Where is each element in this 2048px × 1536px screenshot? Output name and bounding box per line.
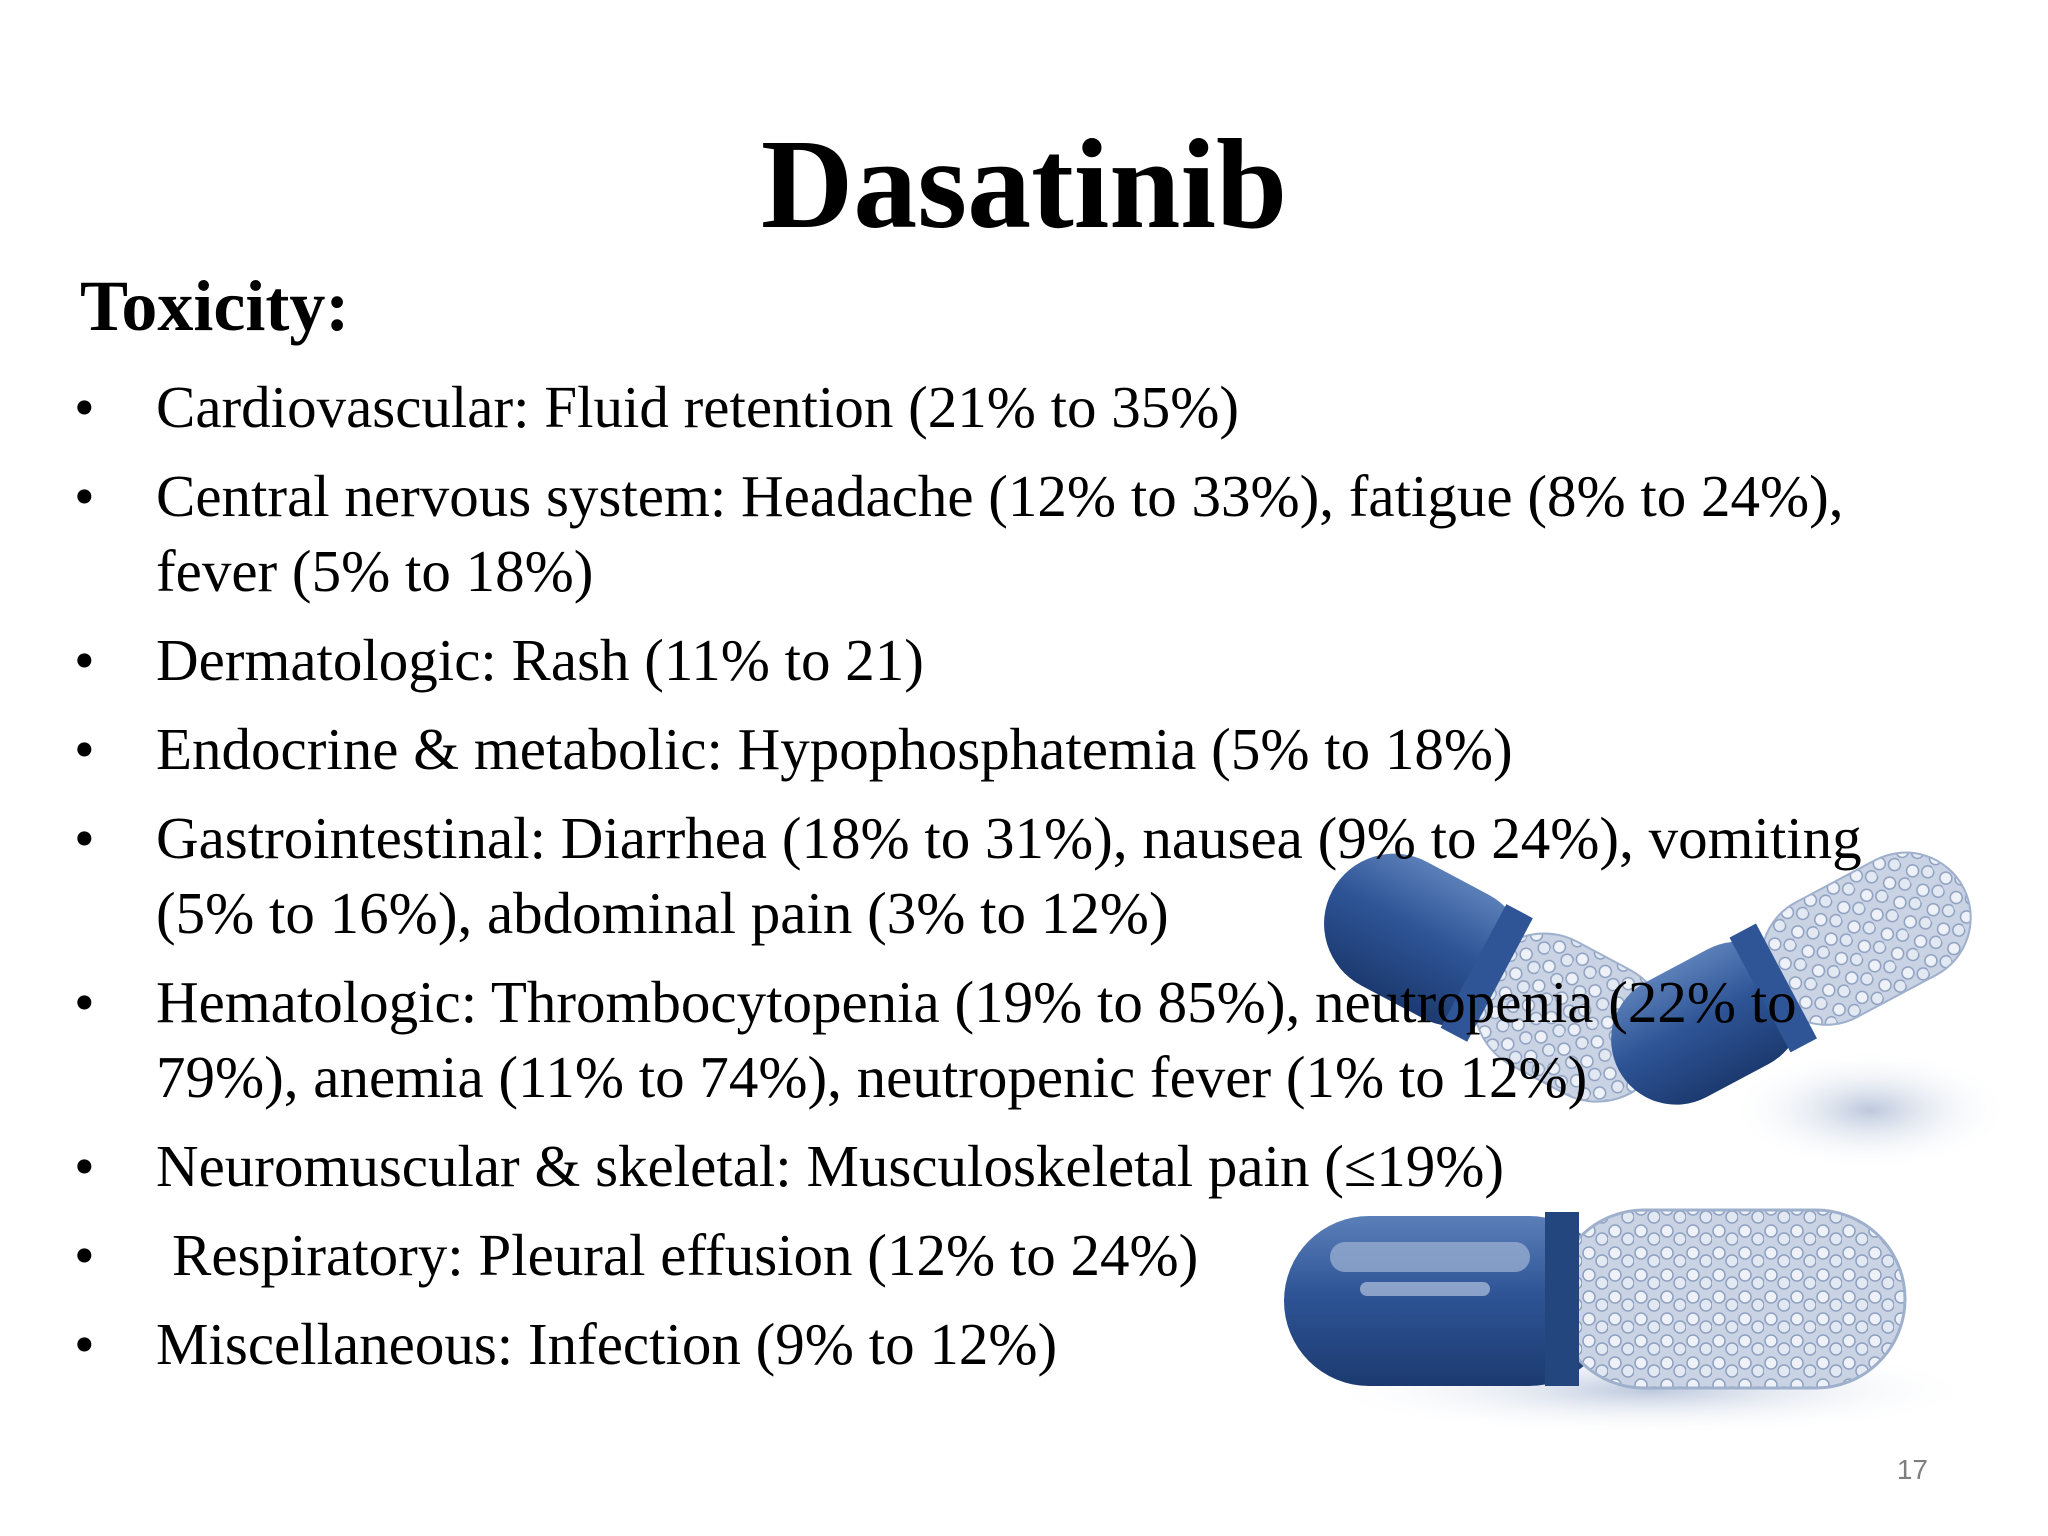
bullet-text: Neuromuscular & skeletal: Musculoskeletal pain (≤19%) (156, 1133, 1505, 1199)
section-heading: Toxicity: (80, 266, 350, 346)
list-item (70, 1129, 1870, 1204)
list-item (70, 801, 1870, 951)
bullet-text: Cardiovascular: Fluid retention (21% to 35%) (156, 374, 1240, 440)
page-number: 17 (1896, 1454, 1928, 1485)
bullet-text: Endocrine & metabolic: Hypophosphatemia (5% to 18%) (156, 716, 1513, 782)
slide-title: Dasatinib (760, 113, 1288, 255)
bullet-icon: • (74, 805, 95, 871)
bullet-icon: • (74, 969, 95, 1035)
bullet-icon: • (74, 1311, 95, 1377)
list-item (70, 623, 1870, 698)
list-item (70, 1307, 1870, 1382)
list-item (70, 1218, 1870, 1293)
list-item (70, 965, 1870, 1115)
list-item (70, 370, 1870, 445)
bullet-icon: • (74, 1222, 95, 1288)
bullet-icon: • (74, 374, 95, 440)
bullet-icon: • (74, 716, 95, 782)
bullet-text: Miscellaneous: Infection (9% to 12%) (156, 1311, 1058, 1377)
bullet-text: Dermatologic: Rash (11% to 21) (156, 627, 924, 693)
bullet-icon: • (74, 1133, 95, 1199)
bullet-icon: • (74, 463, 95, 529)
bullet-list (70, 370, 1870, 1396)
list-item (70, 712, 1870, 787)
bullet-text: Hematologic: Thrombocytopenia (19% to 85%), neutropenia (22% to 79%), anemia (11% to 74%), neutropenic fever (1% to 12%) (156, 969, 1797, 1110)
bullet-text: Gastrointestinal: Diarrhea (18% to 31%), nausea (9% to 24%), vomiting (5% to 16%), abdominal pain (3% to 12%) (156, 805, 1862, 946)
list-item (70, 459, 1870, 609)
bullet-text: Respiratory: Pleural effusion (12% to 24%) (172, 1222, 1199, 1288)
bullet-icon: • (74, 627, 95, 693)
bullet-text: Central nervous system: Headache (12% to 33%), fatigue (8% to 24%), fever (5% to 18%) (156, 463, 1844, 604)
